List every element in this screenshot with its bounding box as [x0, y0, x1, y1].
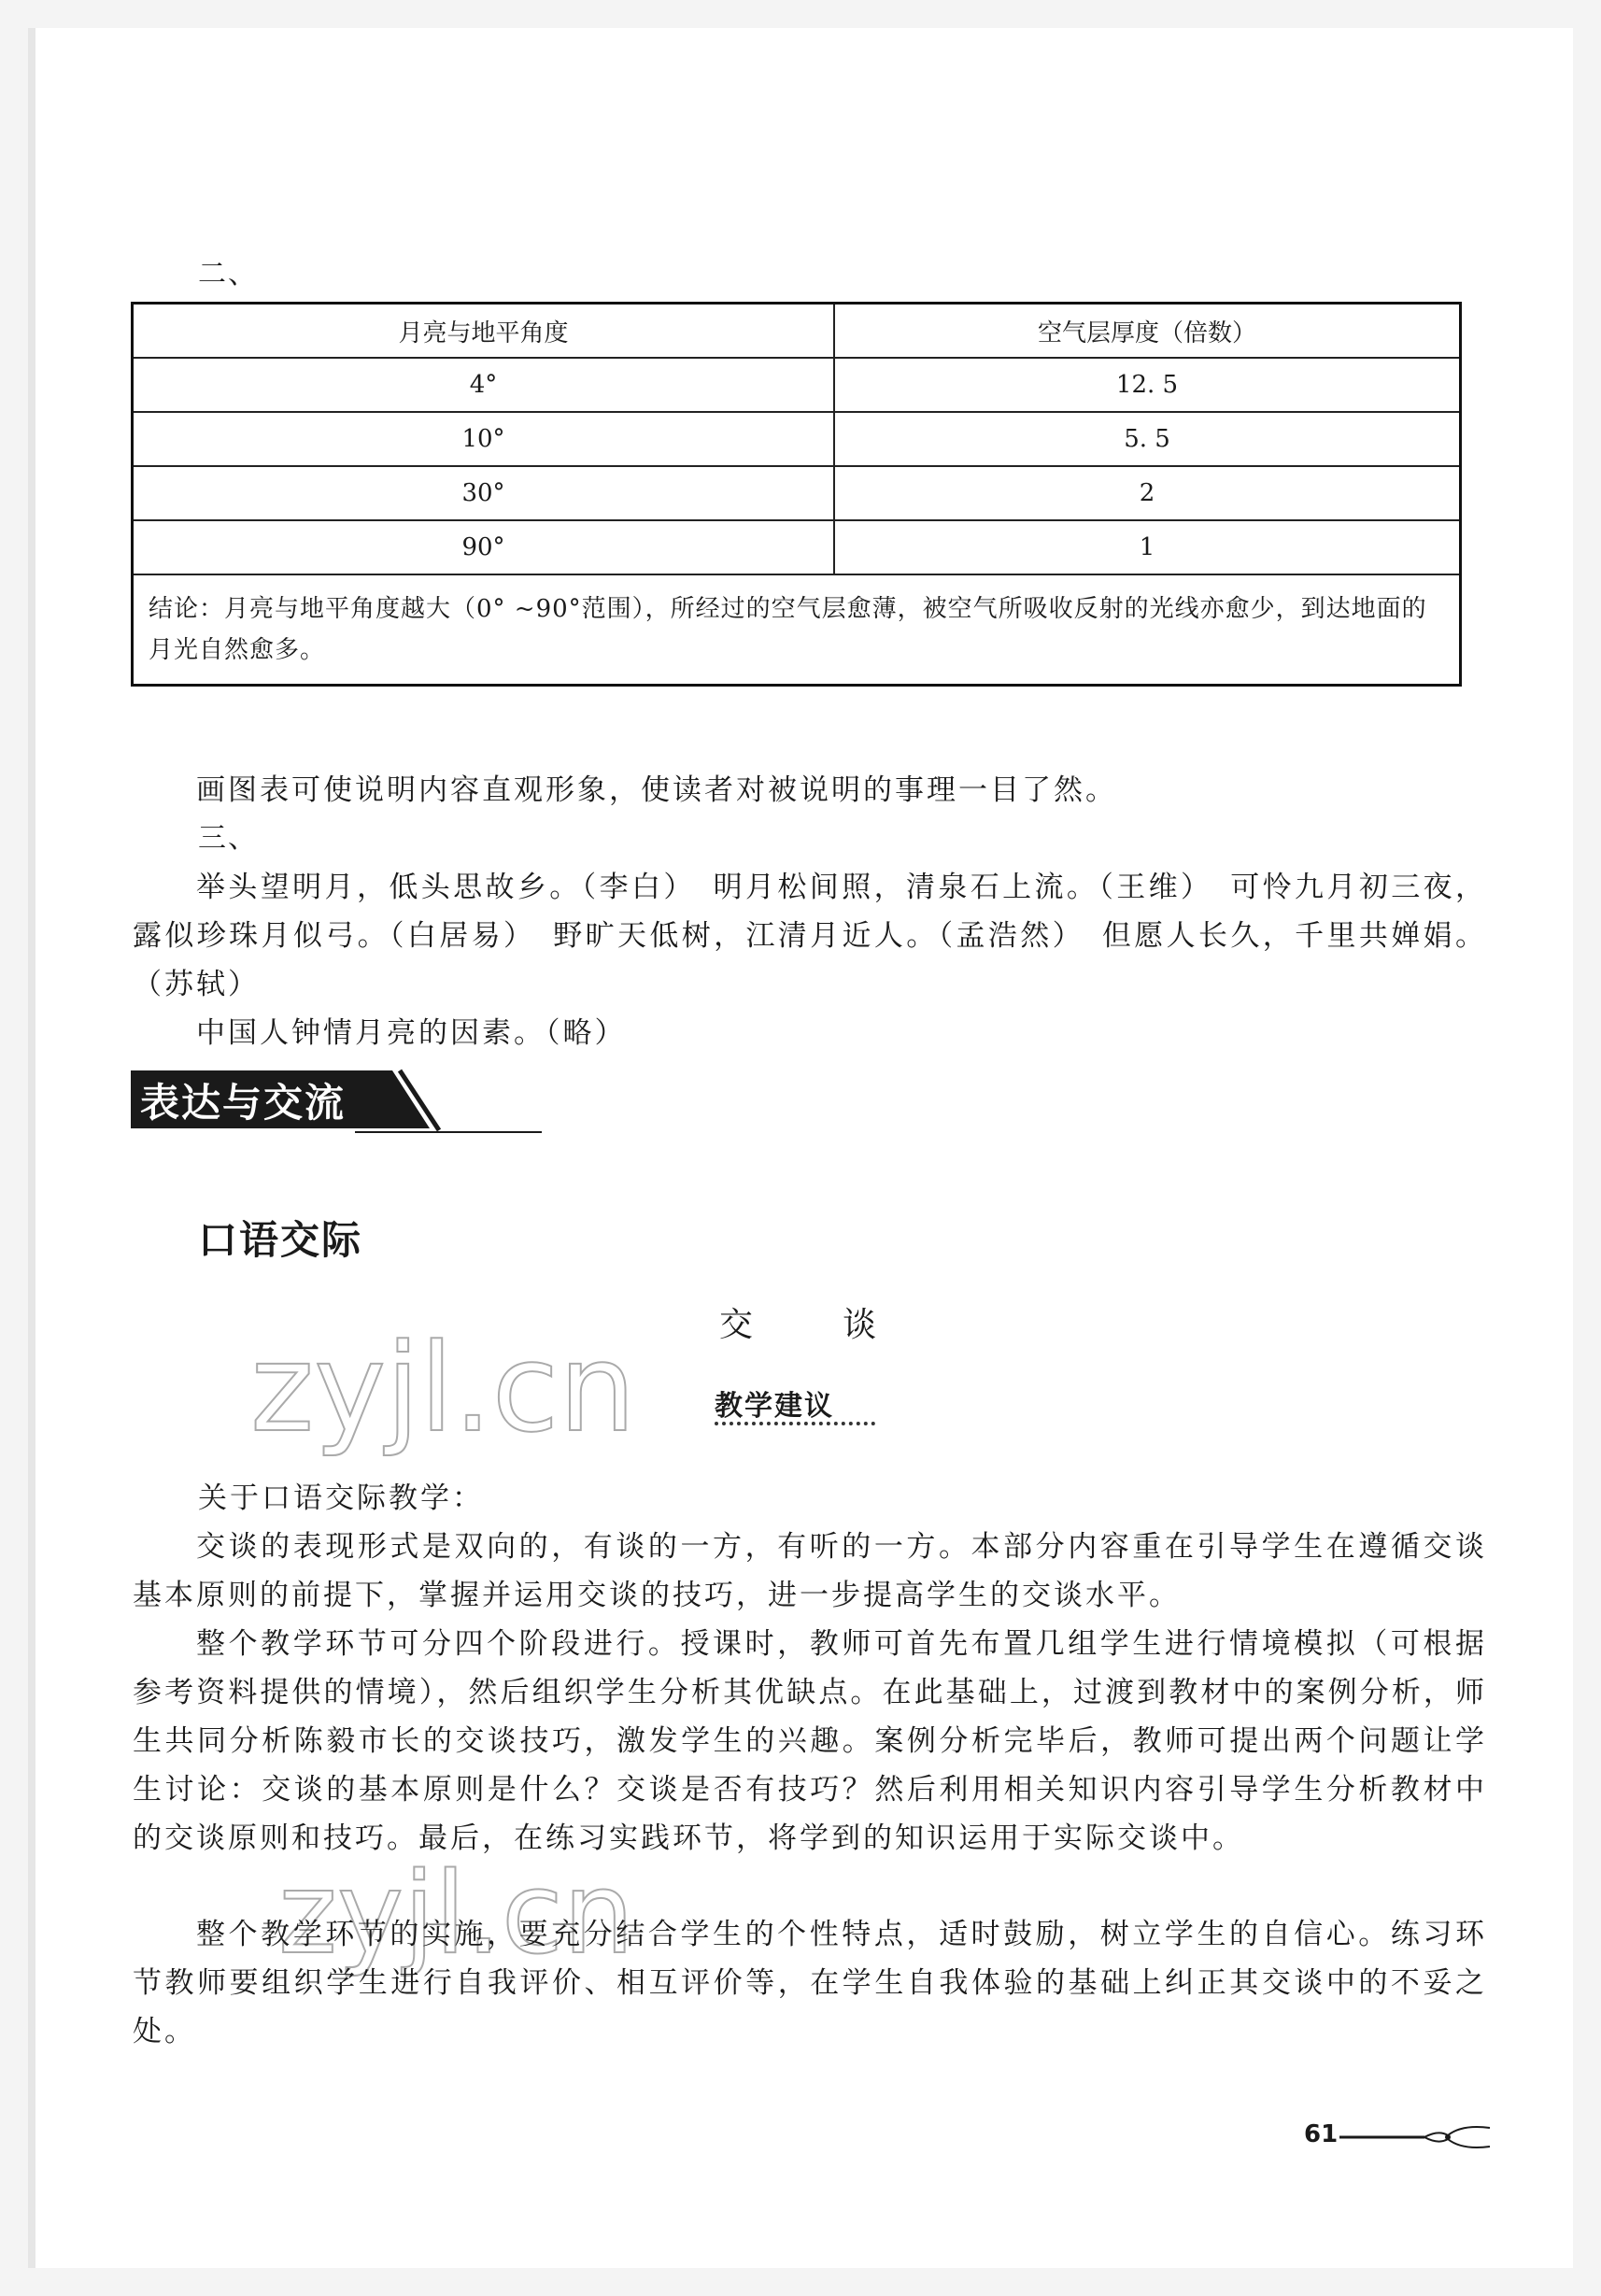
page-title: 口语交际	[198, 1217, 363, 1263]
section-2-label: 二、	[198, 258, 258, 291]
table-header-row	[133, 304, 1461, 359]
paragraph: 整个教学环节的实施，要充分结合学生的个性特点，适时鼓励，树立学生的自信心。练习环节教师要组织学生进行自我评价、相互评价等，在学生自我体验的基础上纠正其交谈中的不妥之处。	[133, 1918, 1487, 2048]
table-cell: 90°	[133, 520, 835, 574]
watermark: zyjl.cn	[250, 1317, 636, 1459]
section-banner	[131, 1067, 542, 1136]
page	[28, 28, 1573, 2268]
table-cell: 10°	[133, 412, 835, 466]
watermark: zyjl.cn	[278, 1850, 634, 1979]
table-cell: 5. 5	[834, 412, 1461, 466]
section-3-label: 三、	[198, 822, 258, 855]
paragraph: 整个教学环节可分四个阶段进行。授课时，教师可首先布置几组学生进行情境模拟（可根据参考资料提供的情境），然后组织学生分析其优缺点。在此基础上，过渡到教材中的案例分析，师生共同分析陈毅市长的交谈技巧，激发学生的兴趣。案例分析完毕后，教师可提出两个问题让学生讨论：交谈的基本原则是什么？交谈是否有技巧？然后利用相关知识内容引导学生分析教材中的交谈原则和技巧。最后，在练习实践环节，将学到的知识运用于实际交谈中。	[133, 1627, 1487, 1855]
tip-underline	[715, 1422, 875, 1425]
tip-title: 教学建议	[715, 1390, 834, 1423]
table-header-cell: 空气层厚度（倍数）	[834, 304, 1461, 359]
table-row	[133, 358, 1461, 412]
table-cell: 4°	[133, 358, 835, 412]
angle-table	[131, 302, 1462, 687]
table-cell: 30°	[133, 466, 835, 520]
intro-line: 关于口语交际教学：	[198, 1481, 484, 1515]
table-conclusion-row	[133, 574, 1461, 686]
reason-note: 中国人钟情月亮的因素。（略）	[196, 1016, 627, 1050]
table-row	[133, 520, 1461, 574]
page-spine	[28, 28, 35, 2268]
table-row	[133, 466, 1461, 520]
page-number: 61	[1304, 2120, 1339, 2148]
table-cell: 1	[834, 520, 1461, 574]
table-conclusion: 结论：月亮与地平角度越大（0° ~90°范围），所经过的空气层愈薄，被空气所吸收反射的光线亦愈少，到达地面的月光自然愈多。	[133, 574, 1461, 686]
poem-quotes: 举头望明月，低头思故乡。（李白） 明月松间照，清泉石上流。（王维） 可怜九月初三夜，露似珍珠月似弓。（白居易） 野旷天低树，江清月近人。（孟浩然） 但愿人长久，千里共婵娟。（苏轼）	[133, 871, 1487, 1001]
table-header-cell: 月亮与地平角度	[133, 304, 835, 359]
table-cell: 2	[834, 466, 1461, 520]
banner-arrow-icon	[355, 1067, 542, 1136]
page-ornament-icon	[1336, 2119, 1495, 2156]
subtitle: 交 谈	[719, 1306, 905, 1344]
chart-note: 画图表可使说明内容直观形象，使读者对被说明的事理一目了然。	[196, 773, 1117, 807]
table-cell: 12. 5	[834, 358, 1461, 412]
table-row	[133, 412, 1461, 466]
banner-title: 表达与交流	[140, 1080, 347, 1126]
paragraph: 交谈的表现形式是双向的，有谈的一方，有听的一方。本部分内容重在引导学生在遵循交谈基本原则的前提下，掌握并运用交谈的技巧，进一步提高学生的交谈水平。	[133, 1530, 1487, 1612]
